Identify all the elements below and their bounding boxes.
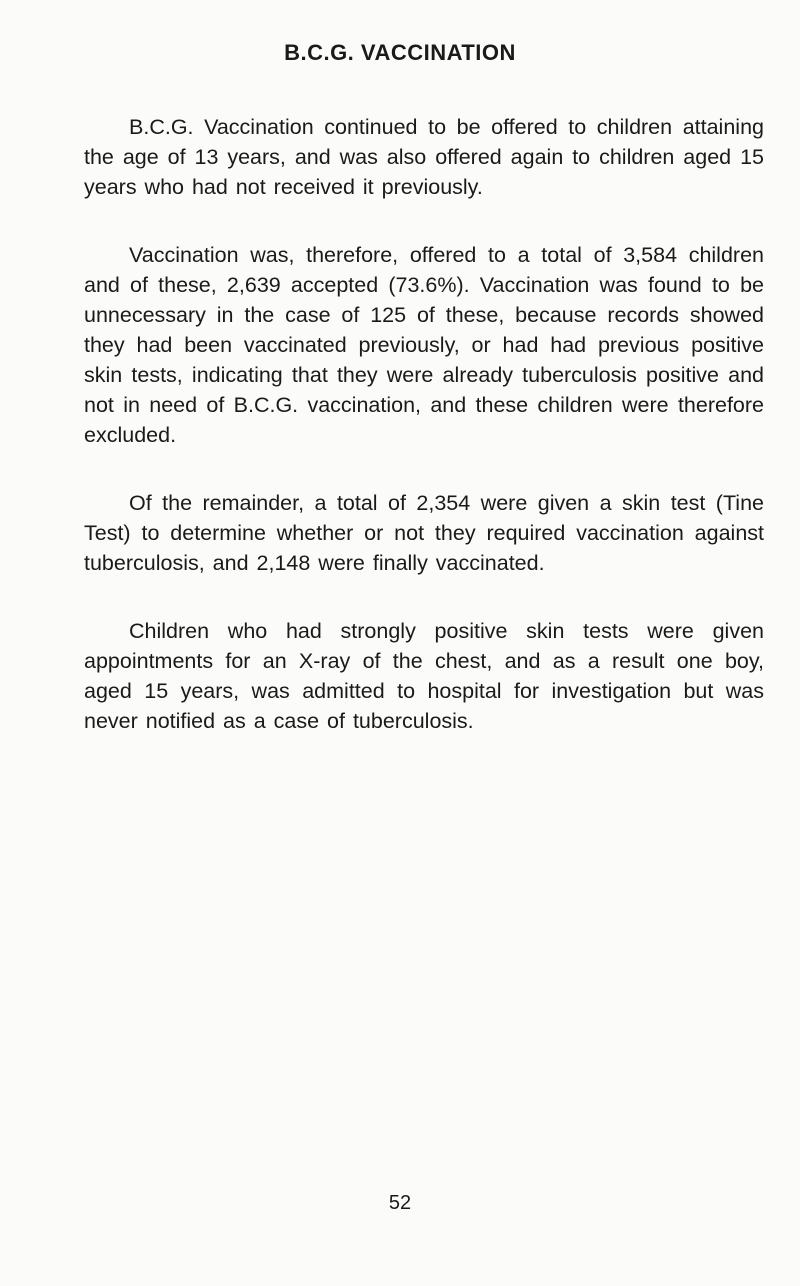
page-number: 52 — [388, 1192, 412, 1214]
body-text — [84, 112, 764, 774]
paragraph-x-ray: Children who had strongly positive skin tests were given appointments for an X-ray of the chest, and as a result one boy, aged 15 years, was admitted to hospital for investigation but was never notified as a case of tuberculosis. — [84, 619, 764, 733]
paragraph-skin-test: Of the remainder, a total of 2,354 were given a skin test (Tine Test) to determine whether or not they required vaccination against tuberculosis, and 2,148 were finally vaccinated. — [84, 491, 764, 575]
paragraph-offered: Vaccination was, therefore, offered to a total of 3,584 children and of these, 2,639 accepted (73.6%). Vaccination was found to be unnecessary in the case of 125 of these, because records showed they had been vaccinated previously, or had had previous positive skin tests, indicating that they were already tuberculosis positive and not in need of B.C.G. vaccination, and these children were therefore excluded. — [84, 243, 764, 447]
paragraph-intro: B.C.G. Vaccination continued to be offered to children attaining the age of 13 years, and was also offered again to children aged 15 years who had not received it previously. — [84, 115, 764, 199]
page-title: B.C.G. VACCINATION — [284, 40, 516, 65]
